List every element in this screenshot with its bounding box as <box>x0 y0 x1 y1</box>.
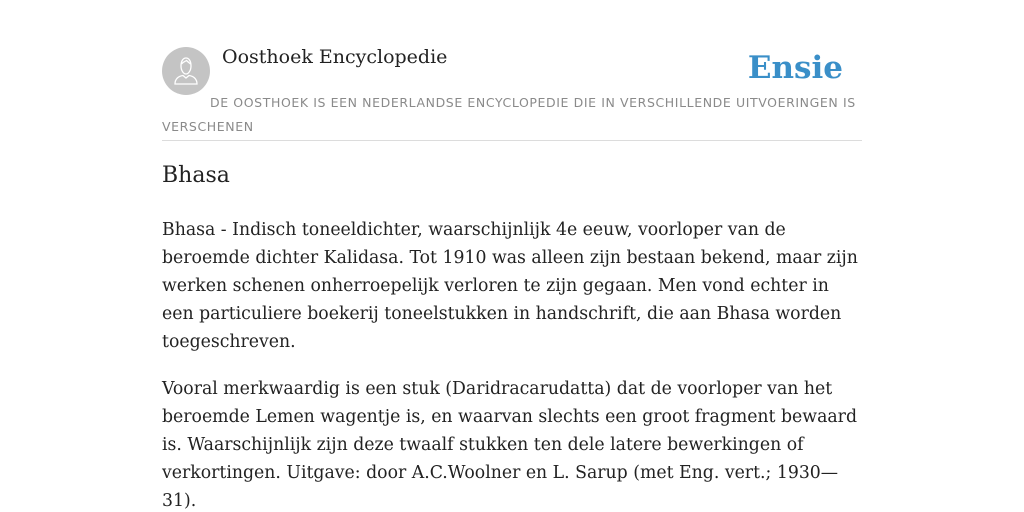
source-avatar[interactable] <box>162 47 210 95</box>
user-silhouette-icon <box>162 47 210 95</box>
source-tagline: DE OOSTHOEK IS EEN NEDERLANDSE ENCYCLOPEDIE DIE IN VERSCHILLENDE UITVOERINGEN IS VERSCHENEN <box>162 95 856 134</box>
brand-logo[interactable]: Ensie <box>747 50 843 86</box>
source-header <box>162 44 862 141</box>
article-body <box>162 216 862 512</box>
article-paragraph: Vooral merkwaardig is een stuk (Daridracarudatta) dat de voorloper van het beroemde Lemen wagentje is, en waarvan slechts een groot fragment bewaard is. Waarschijnlijk zijn deze twaalf stukken ten dele latere bewerkingen of verkortingen. Uitgave: door A.C.Woolner en L. Sarup (met Eng. vert.; 1930—31). <box>162 379 858 511</box>
article-title: Bhasa <box>162 163 230 188</box>
source-name[interactable]: Oosthoek Encyclopedie <box>222 46 448 68</box>
article-paragraph: Bhasa - Indisch toneeldichter, waarschijnlijk 4e eeuw, voorloper van de beroemde dichter Kalidasa. Tot 1910 was alleen zijn bestaan bekend, maar zijn werken schenen onherroepelijk verloren te zijn gegaan. Men vond echter in een particuliere boekerij toneelstukken in handschrift, die aan Bhasa worden toegeschreven. <box>162 220 858 352</box>
